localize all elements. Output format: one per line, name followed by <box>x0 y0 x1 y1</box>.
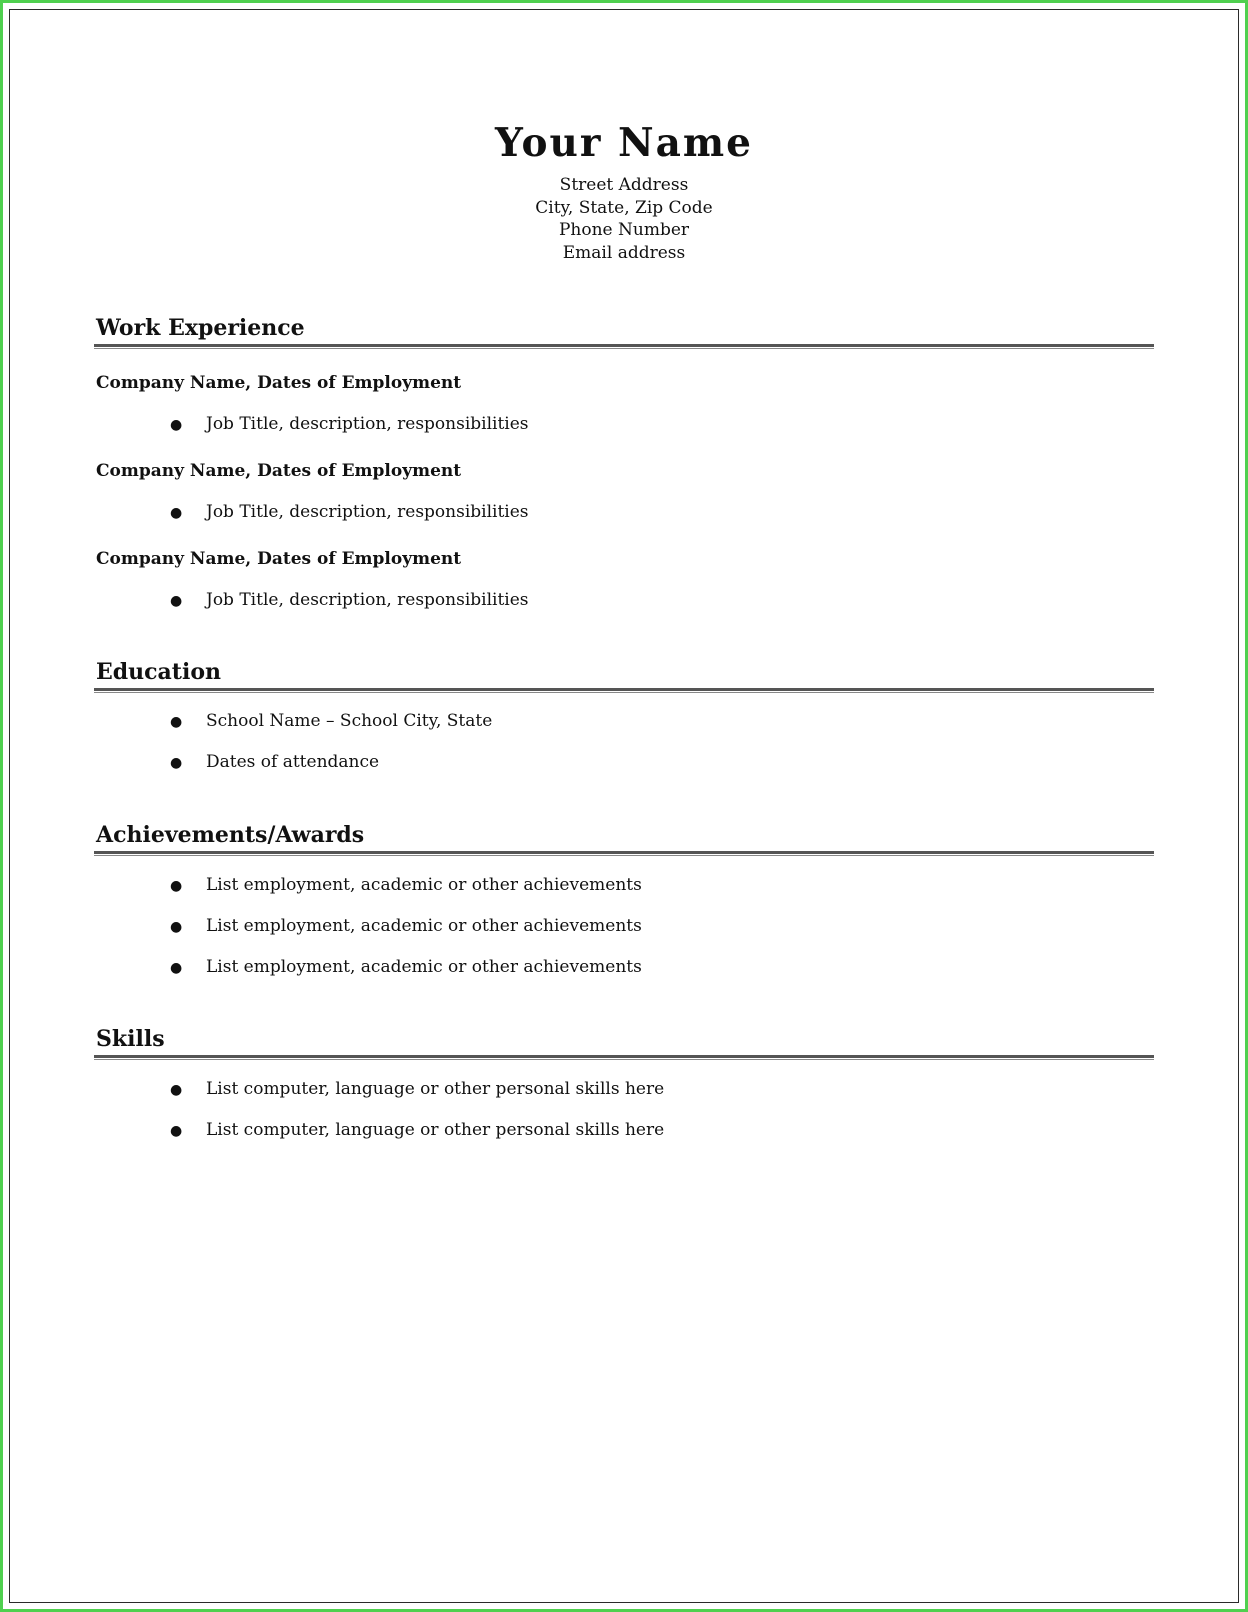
city-state-zip: City, State, Zip Code <box>535 197 713 218</box>
bullet-text: Job Title, description, responsibilities <box>206 590 529 610</box>
bullet-text: List employment, academic or other achievements <box>206 957 642 977</box>
bullet-icon: ● <box>170 1123 183 1139</box>
bullet-icon: ● <box>170 755 183 771</box>
bullet-icon: ● <box>170 960 183 976</box>
list-item <box>170 752 379 772</box>
list-item <box>170 1120 664 1140</box>
list-item <box>170 711 492 731</box>
contact-block <box>0 174 1248 264</box>
bullet-text: List computer, language or other personal skills here <box>206 1120 665 1140</box>
bullet-text: List computer, language or other personal skills here <box>206 1079 665 1099</box>
work-entry-bullet <box>170 502 529 522</box>
resume-name: Your Name <box>495 120 753 166</box>
bullet-text: Dates of attendance <box>206 752 380 772</box>
work-entry-heading: Company Name, Dates of Employment <box>96 461 462 481</box>
section-rule <box>94 1055 1154 1058</box>
bullet-text: List employment, academic or other achievements <box>206 875 642 895</box>
work-entry-bullet <box>170 414 529 434</box>
section-rule <box>94 344 1154 347</box>
section-rule <box>94 688 1154 691</box>
section-rule <box>94 851 1154 854</box>
bullet-icon: ● <box>170 593 183 609</box>
bullet-text: Job Title, description, responsibilities <box>206 502 529 522</box>
bullet-icon: ● <box>170 878 183 894</box>
work-entry-heading: Company Name, Dates of Employment <box>96 373 462 393</box>
list-item <box>170 1079 664 1099</box>
phone-number: Phone Number <box>558 220 690 240</box>
work-entry-bullet <box>170 590 529 610</box>
list-item <box>170 875 642 895</box>
list-item <box>170 916 642 936</box>
section-title-skills: Skills <box>96 1026 165 1052</box>
bullet-icon: ● <box>170 1082 183 1098</box>
bullet-icon: ● <box>170 417 183 433</box>
section-title-awards: Achievements/Awards <box>96 822 365 848</box>
email-address: Email address <box>562 242 686 263</box>
section-title-work: Work Experience <box>96 315 305 341</box>
bullet-icon: ● <box>170 714 183 730</box>
bullet-text: School Name – School City, State <box>206 711 493 731</box>
bullet-text: Job Title, description, responsibilities <box>206 414 529 434</box>
list-item <box>170 957 642 977</box>
bullet-icon: ● <box>170 505 183 521</box>
bullet-text: List employment, academic or other achievements <box>206 916 642 936</box>
street-address: Street Address <box>559 175 689 195</box>
work-entry-heading: Company Name, Dates of Employment <box>96 549 462 569</box>
section-title-education: Education <box>96 659 221 685</box>
bullet-icon: ● <box>170 919 183 935</box>
